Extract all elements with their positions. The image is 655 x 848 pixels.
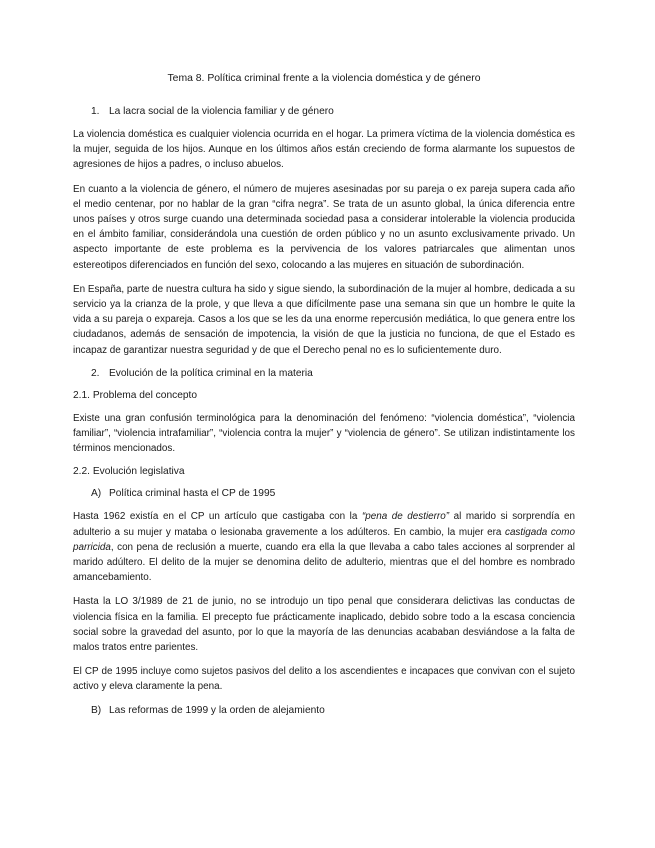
section-1-heading [73,105,575,119]
paragraph-text: al marido si sorprendía en adulterio a su mujer y mataba o lesionaba gravemente a los adúlteros. En cambio, la mujer era [73,511,576,538]
section-2-heading [73,367,575,381]
section-1-title: La lacra social de la violencia familiar y de género [109,106,334,117]
subsection-b-letter: B) [91,704,102,716]
paragraph-text: Hasta 1962 existía en el CP un artículo que castigaba con la [73,511,362,523]
paragraph: Existe una gran confusión terminológica para la denominación del fenómeno: “violencia doméstica”, “violencia familiar”, “violencia intrafamiliar”, “violencia contra la mujer” y “violencia de género”. Se utilizan indistintamente los términos mencionados. [73,412,575,455]
paragraph: El CP de 1995 incluye como sujetos pasivos del delito a los ascendientes e incapaces que convivan con el sujeto activo y eleva claramente la pena. [73,666,575,693]
subsection-a-heading [73,487,575,501]
subsection-b-heading [73,704,575,718]
paragraph: En España, parte de nuestra cultura ha sido y sigue siendo, la subordinación de la mujer al hombre, dedicada a su servicio ya la crianza de la prole, y que lleva a que difícilmente pase una semana sin que un hombre le quite la vida a su pareja o expareja. Casos a los que se les da una enorme repercusión mediática, lo que genera entre los ciudadanos, además de sensación de impotencia, la visión de que la justicia no funciona, de que el Estado es incapaz de garantizar nuestra seguridad y de que el Derecho penal no es lo suficientemente duro. [73,283,575,356]
emphasis-text: “pena de destierro” [361,511,450,523]
emphasis-text: castigada como parricida [73,526,576,553]
paragraph-text: , con pena de reclusión a muerte, cuando era ella la que llevaba a cabo tales acciones al sorprender al marido adúltero. El delito de la mujer se denomina delito de adulterio, mientras que el del hombre es nombrado amancebamiento. [73,541,575,584]
subsection-a-letter: A) [91,488,102,500]
subsection-2-1-heading: 2.1. Problema del concepto [73,389,198,401]
section-1-number: 1. [91,106,100,117]
paragraph: La violencia doméstica es cualquier violencia ocurrida en el hogar. La primera víctima de la violencia doméstica es la mujer, seguida de los hijos. Aunque en los últimos años están creciendo de forma alarmante los supuestos de agresiones de hijos a padres, o incluso abuelos. [73,129,575,171]
subsection-2-2-heading: 2.2. Evolución legislativa [73,466,185,478]
subsection-b-title: Las reformas de 1999 y la orden de alejamiento [109,704,325,716]
section-2-number: 2. [91,367,100,379]
section-2-title: Evolución de la política criminal en la materia [109,367,313,379]
document-title: Tema 8. Política criminal frente a la violencia doméstica y de género [167,73,481,84]
paragraph: Hasta la LO 3/1989 de 21 de junio, no se introdujo un tipo penal que considerara delictivas las conductas de violencia física en la familia. El precepto fue prácticamente inaplicado, debido sobre todo a la escasa conciencia social sobre la gravedad del asunto, por lo que la mayoría de las denuncias acababan desviándose a la falta de malos tratos entre parientes. [73,596,575,654]
subsection-a-title: Política criminal hasta el CP de 1995 [109,488,276,500]
paragraph [73,509,575,585]
paragraph: En cuanto a la violencia de género, el número de mujeres asesinadas por su pareja o ex pareja supera cada año el medio centenar, por no hablar de la gran “cifra negra”. Se trata de un asunto global, la única diferencia entre unos países y otros surge cuando una determinada sociedad pasa a considerar intolerable la violencia producida en el ámbito familiar, considerándola una cuestión de orden público y no un asunto exclusivamente privado. Un aspecto importante de este problema es la pervivencia de los valores patriarcales que alimentan unos estereotipos diferenciados en función del sexo, colocando a las mujeres en situación de subordinación. [73,183,575,271]
